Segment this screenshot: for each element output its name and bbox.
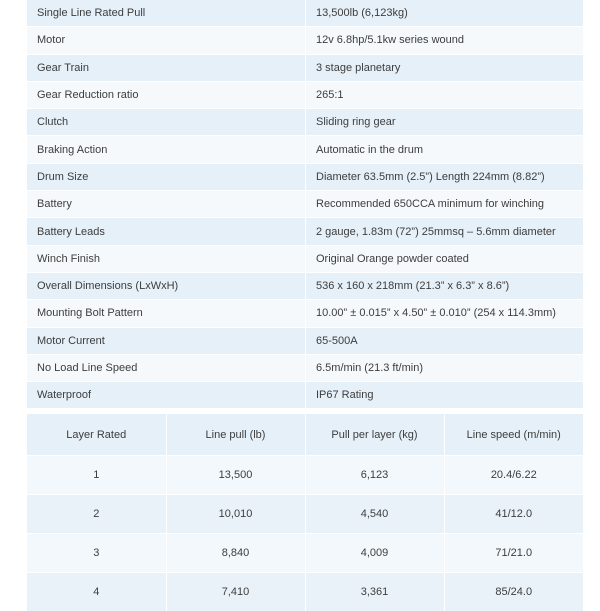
spec-key: Single Line Rated Pull	[27, 0, 306, 27]
table-cell: 2	[27, 495, 166, 534]
spec-key: Motor Current	[27, 327, 306, 354]
spec-row	[27, 109, 583, 136]
spec-value: Diameter 63.5mm (2.5”) Length 224mm (8.82”)	[306, 163, 584, 190]
spec-key: Motor	[27, 27, 306, 54]
spec-value: Sliding ring gear	[306, 109, 584, 136]
spec-value: IP67 Rating	[306, 382, 584, 409]
table-cell: 10,010	[166, 495, 305, 534]
layer-table	[27, 414, 583, 611]
spec-row	[27, 218, 583, 245]
table-cell: 4	[27, 573, 166, 611]
spec-value: 3 stage planetary	[306, 54, 584, 81]
spec-row	[27, 191, 583, 218]
spec-value: 536 x 160 x 218mm (21.3” x 6.3” x 8.6”)	[306, 272, 584, 299]
spec-value: Original Orange powder coated	[306, 245, 584, 272]
table-row	[27, 534, 583, 573]
table-row	[27, 456, 583, 495]
spec-value: 265:1	[306, 81, 584, 108]
table-cell: 85/24.0	[444, 573, 583, 611]
spec-row	[27, 81, 583, 108]
spec-key: Overall Dimensions (LxWxH)	[27, 272, 306, 299]
spec-key: Gear Train	[27, 54, 306, 81]
spec-row	[27, 327, 583, 354]
table-cell: 71/21.0	[444, 534, 583, 573]
spec-row	[27, 382, 583, 409]
spec-key: Drum Size	[27, 163, 306, 190]
table-cell: 20.4/6.22	[444, 456, 583, 495]
spec-value: 65-500A	[306, 327, 584, 354]
table-cell: 3	[27, 534, 166, 573]
table-cell: 8,840	[166, 534, 305, 573]
spec-row	[27, 163, 583, 190]
layer-header-row	[27, 414, 583, 456]
table-cell: 6,123	[305, 456, 444, 495]
spec-row	[27, 27, 583, 54]
spec-row	[27, 54, 583, 81]
table-row	[27, 495, 583, 534]
spec-key: Clutch	[27, 109, 306, 136]
spec-key: Mounting Bolt Pattern	[27, 300, 306, 327]
spec-key: Winch Finish	[27, 245, 306, 272]
table-cell: 4,009	[305, 534, 444, 573]
spec-row	[27, 136, 583, 163]
spec-row	[27, 245, 583, 272]
table-cell: 4,540	[305, 495, 444, 534]
spec-value: 13,500lb (6,123kg)	[306, 0, 584, 27]
column-header: Layer Rated	[27, 414, 166, 456]
spec-value: 10.00” ± 0.015” x 4.50” ± 0.010” (254 x 114.3mm)	[306, 300, 584, 327]
table-cell: 7,410	[166, 573, 305, 611]
table-cell: 1	[27, 456, 166, 495]
table-row	[27, 573, 583, 611]
spec-key: Battery	[27, 191, 306, 218]
spec-row	[27, 300, 583, 327]
spec-value: 6.5m/min (21.3 ft/min)	[306, 354, 584, 381]
spec-value: Recommended 650CCA minimum for winching	[306, 191, 584, 218]
spec-key: Gear Reduction ratio	[27, 81, 306, 108]
table-cell: 41/12.0	[444, 495, 583, 534]
table-cell: 13,500	[166, 456, 305, 495]
spec-key: Battery Leads	[27, 218, 306, 245]
spec-row	[27, 272, 583, 299]
spec-value: Automatic in the drum	[306, 136, 584, 163]
spec-key: Braking Action	[27, 136, 306, 163]
spec-value: 12v 6.8hp/5.1kw series wound	[306, 27, 584, 54]
spec-key: Waterproof	[27, 382, 306, 409]
spec-key: No Load Line Speed	[27, 354, 306, 381]
column-header: Line speed (m/min)	[444, 414, 583, 456]
column-header: Line pull (lb)	[166, 414, 305, 456]
spec-row	[27, 0, 583, 27]
spec-table	[27, 0, 583, 409]
spec-row	[27, 354, 583, 381]
column-header: Pull per layer (kg)	[305, 414, 444, 456]
spec-value: 2 gauge, 1.83m (72”) 25mmsq – 5.6mm diameter	[306, 218, 584, 245]
table-cell: 3,361	[305, 573, 444, 611]
